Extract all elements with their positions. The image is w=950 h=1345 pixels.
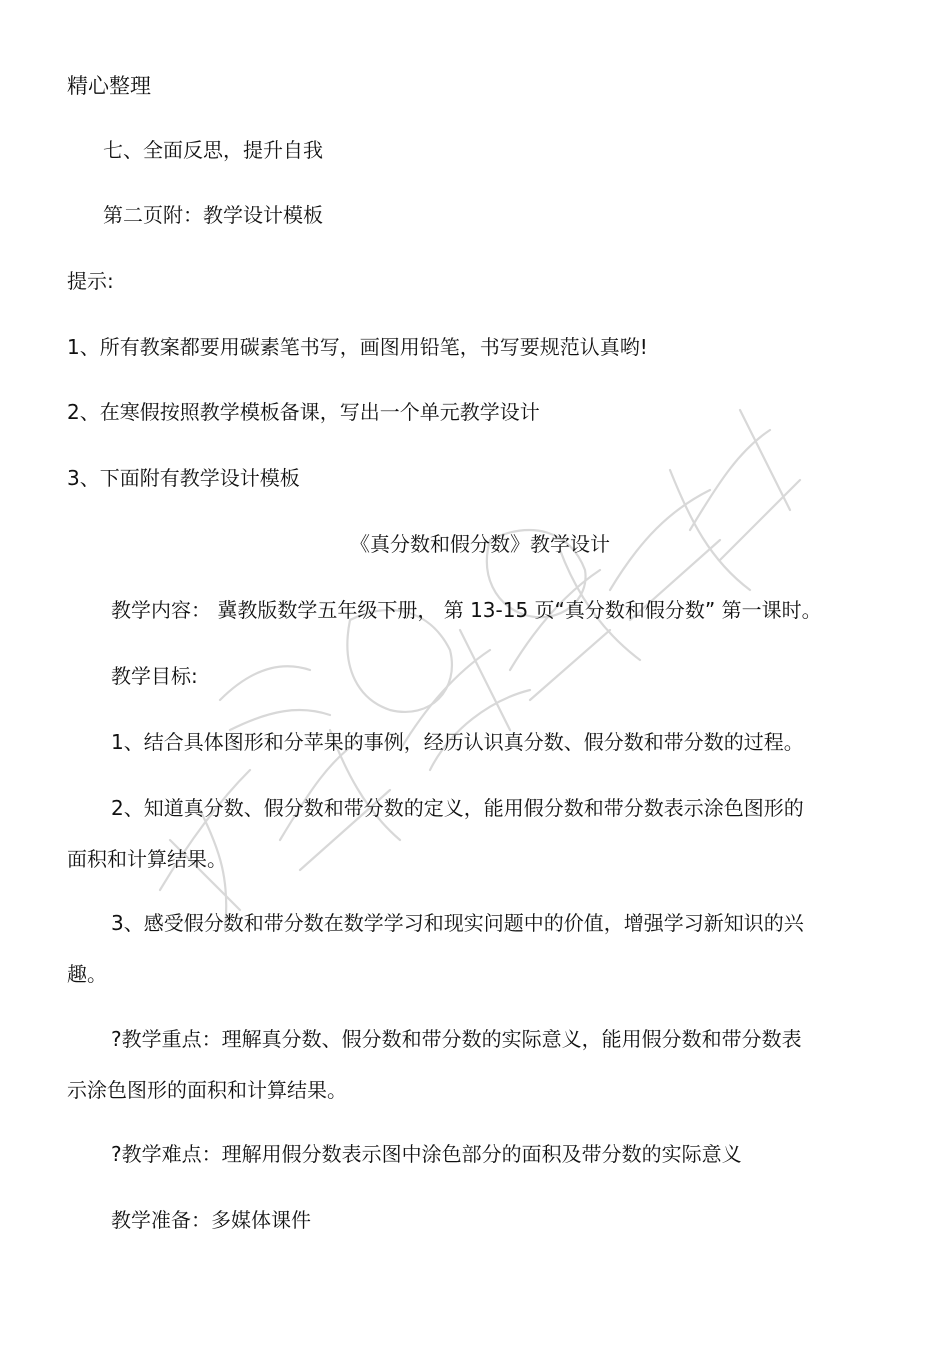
teaching-goals-label: 教学目标: xyxy=(111,664,198,688)
tip-item-3: 3、下面附有教学设计模板 xyxy=(67,466,300,490)
goal-item-3-line-2: 趣。 xyxy=(67,962,107,986)
page-header: 精心整理 xyxy=(67,74,151,98)
teaching-content: 教学内容： 冀教版数学五年级下册， 第 13-15 页“真分数和假分数” 第一课时。 xyxy=(111,598,822,622)
tip-item-2: 2、在寒假按照教学模板备课，写出一个单元教学设计 xyxy=(67,400,540,424)
section-heading: 七、全面反思，提升自我 xyxy=(103,138,323,162)
teaching-preparation: 教学准备：多媒体课件 xyxy=(111,1208,311,1232)
key-points-line-2: 示涂色图形的面积和计算结果。 xyxy=(67,1078,347,1102)
difficulties: ?教学难点：理解用假分数表示图中涂色部分的面积及带分数的实际意义 xyxy=(111,1142,742,1166)
tips-label: 提示: xyxy=(67,269,114,293)
key-points-line-1: ?教学重点：理解真分数、假分数和带分数的实际意义，能用假分数和带分数表 xyxy=(111,1027,802,1051)
document-title: 《真分数和假分数》教学设计 xyxy=(350,532,610,556)
appendix-heading: 第二页附：教学设计模板 xyxy=(103,203,323,227)
tip-item-1: 1、所有教案都要用碳素笔书写，画图用铅笔，书写要规范认真哟! xyxy=(67,335,648,359)
goal-item-2-line-1: 2、知道真分数、假分数和带分数的定义，能用假分数和带分数表示涂色图形的 xyxy=(111,796,804,820)
goal-item-3-line-1: 3、感受假分数和带分数在数学学习和现实问题中的价值，增强学习新知识的兴 xyxy=(111,911,804,935)
goal-item-2-line-2: 面积和计算结果。 xyxy=(67,847,227,871)
watermark-stamp xyxy=(130,370,830,970)
goal-item-1: 1、结合具体图形和分苹果的事例，经历认识真分数、假分数和带分数的过程。 xyxy=(111,730,804,754)
